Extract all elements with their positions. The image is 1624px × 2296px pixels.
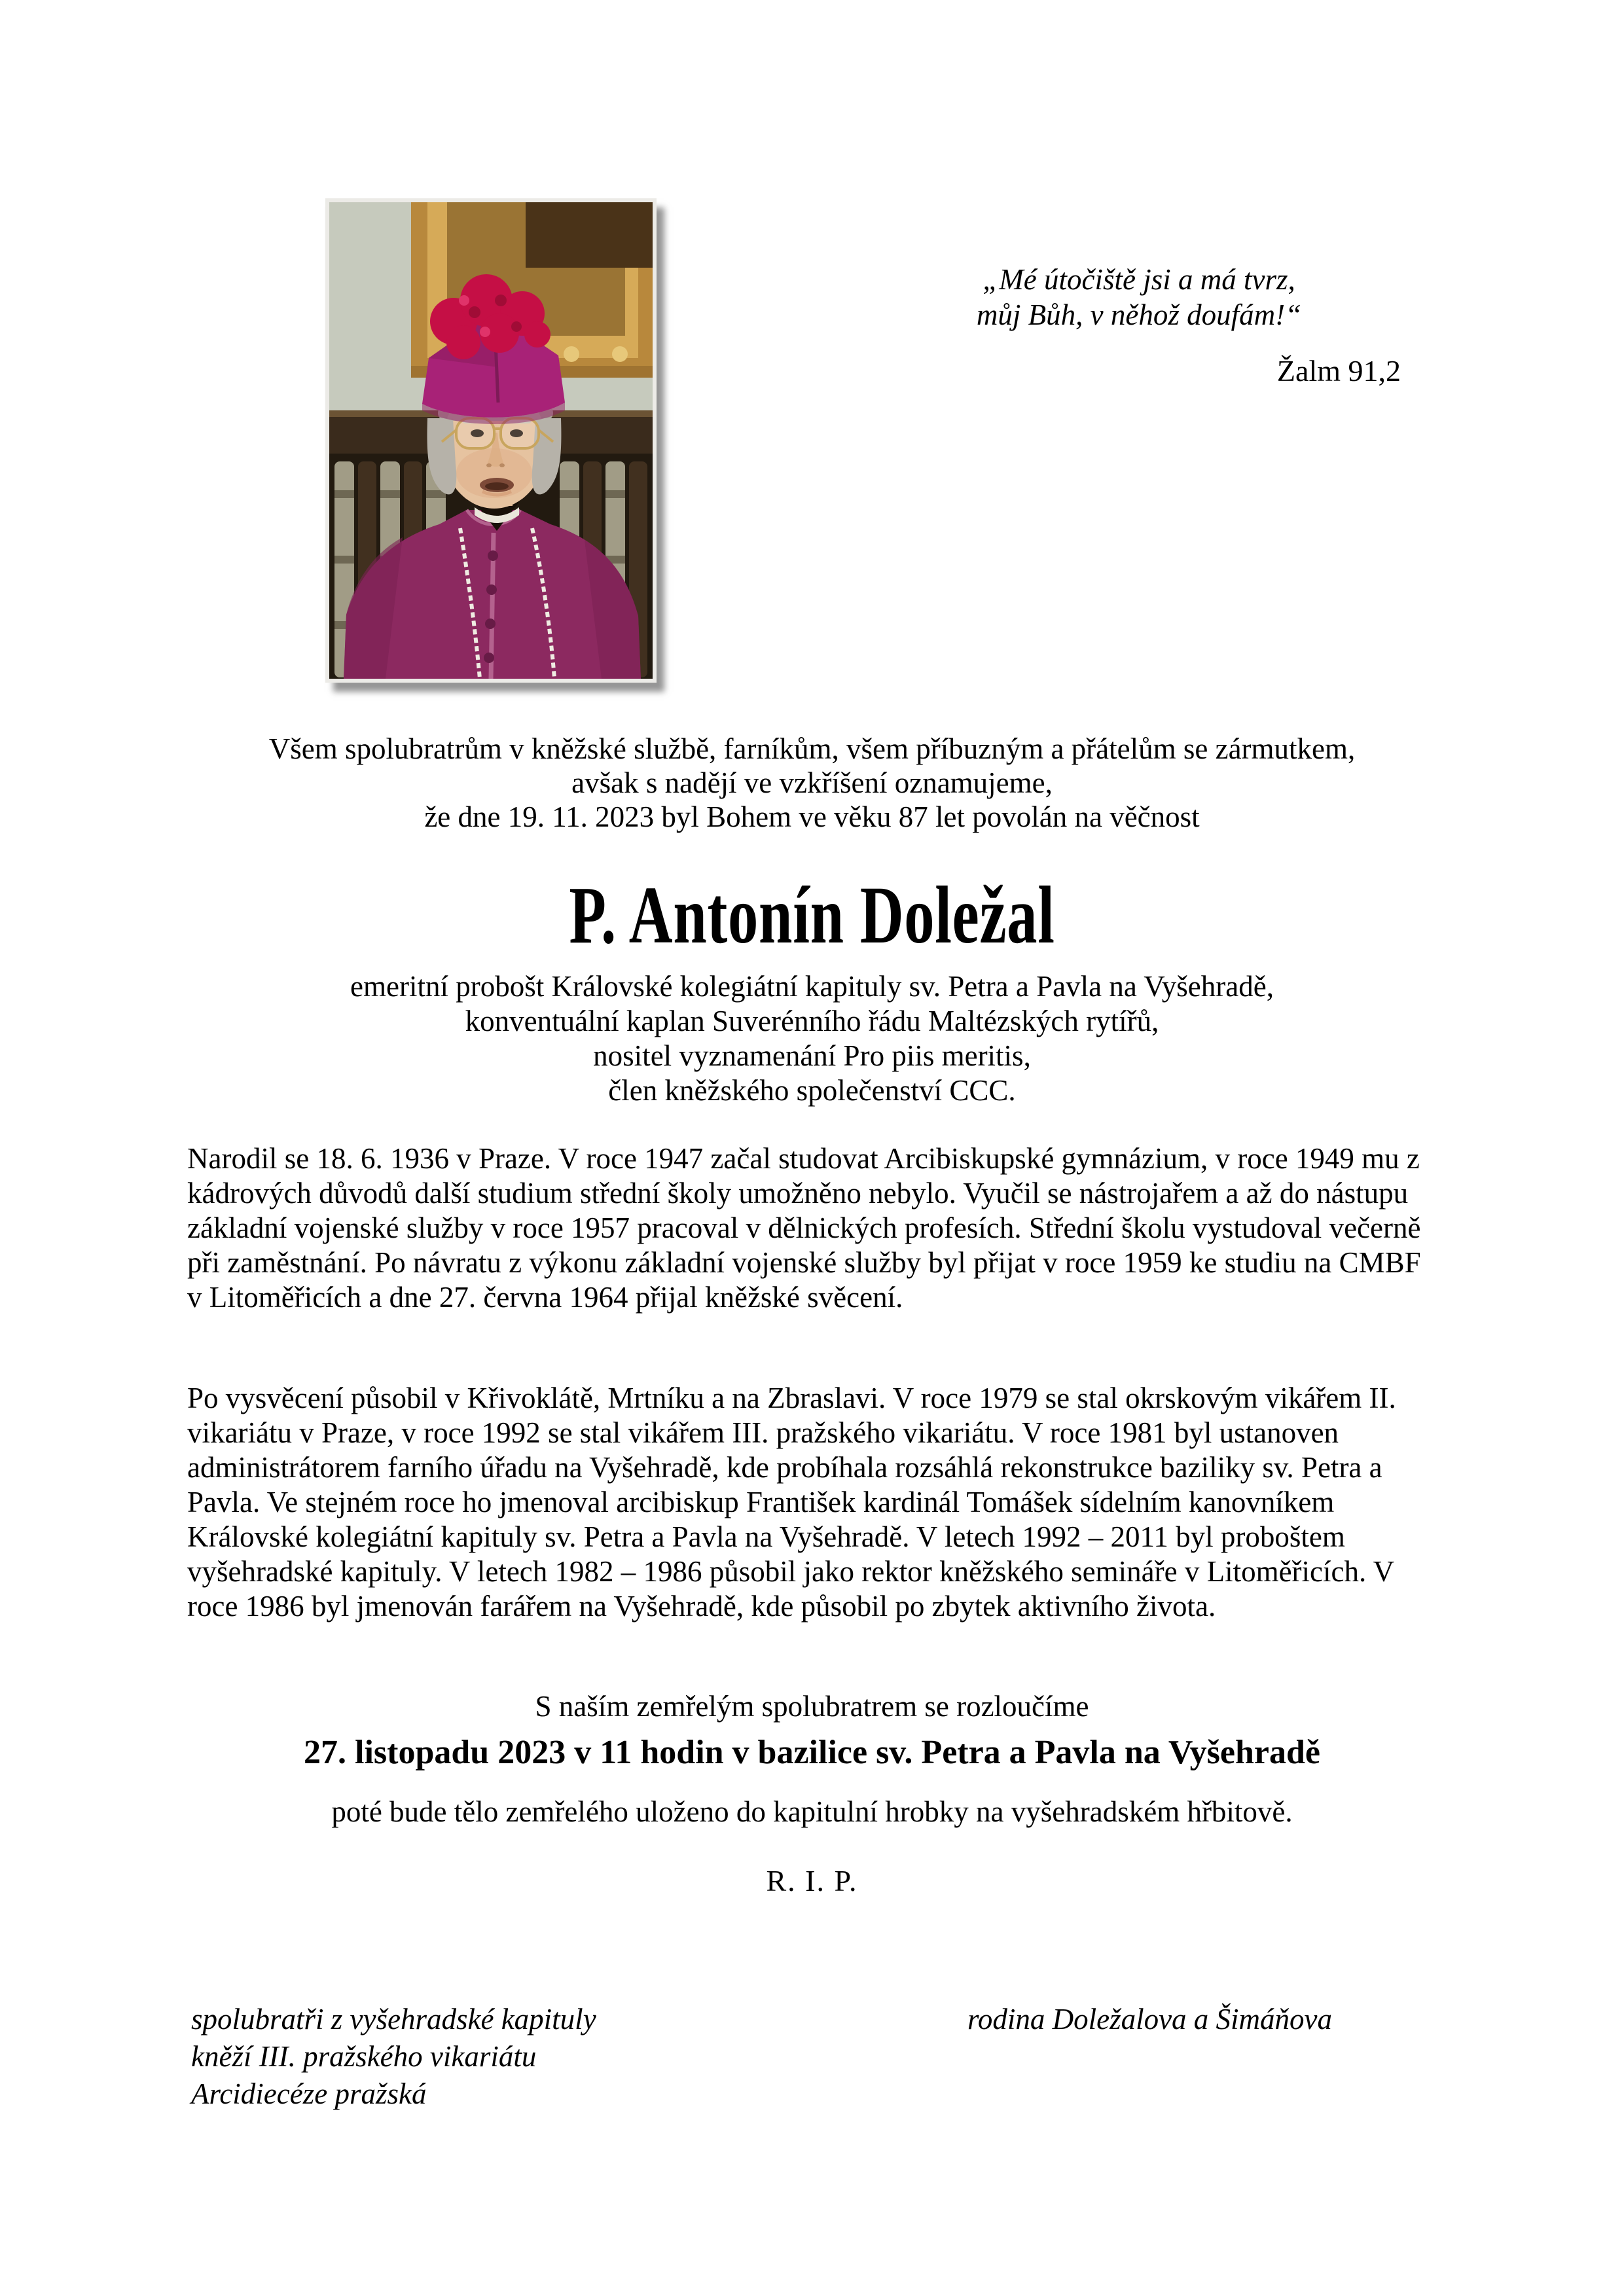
announcement-block xyxy=(0,732,1624,834)
deceased-name-heading xyxy=(0,870,1624,961)
biography-paragraph-2: Po vysvěcení působil v Křivoklátě, Mrtníku a na Zbraslavi. V roce 1979 se stal okrskovým vikářem II. vikariátu v Praze, v roce 1992 se stal vikářem III. pražského vikariátu. V roce 1981 byl ustanoven administrátorem farního úřadu na Vyšehradě, kde probíhala rozsáhlá rekonstrukce baziliky sv. Petra a Pavla. Ve stejném roce ho jmenoval arcibiskup František kardinál Tomášek sídelním kanovníkem Královské kolegiátní kapituly sv. Petra a Pavla na Vyšehradě. V letech 1992 – 2011 byl proboštem vyšehradské kapituly. V letech 1982 – 1986 působil jako rektor kněžského semináře v Litoměřicích. V roce 1986 byl jmenován farářem na Vyšehradě, kde působil po zbytek aktivního života. xyxy=(187,1382,1396,1623)
deceased-titles-block xyxy=(0,969,1624,1108)
deceased-portrait-photo xyxy=(325,198,657,683)
portrait-illustration xyxy=(329,202,653,679)
announcement-line: avšak s nadějí ve vzkříšení oznamujeme, xyxy=(571,766,1053,799)
biography-paragraph-1: Narodil se 18. 6. 1936 v Praze. V roce 1947 začal studovat Arcibiskupské gymnázium, v roce 1949 mu z kádrových důvodů další studium střední školy umožněno nebylo. Vyučil se nástrojařem a až do nástupu základní vojenské služby v roce 1957 pracoval v dělnických profesích. Střední školu vystudoval večerně při zaměstnání. Po návratu z výkonu základní vojenské služby byl přijat v roce 1959 ke studiu na CMBF v Litoměřicích a dne 27. června 1964 přijal kněžské svěcení. xyxy=(187,1142,1421,1314)
psalm-quote-line: můj Bůh, v něhož doufám!“ xyxy=(976,298,1302,331)
deceased-name: P. Antonín Doležal xyxy=(569,870,1055,961)
title-line: konventuální kaplan Suverénního řádu Maltézských rytířů, xyxy=(465,1005,1159,1037)
psalm-reference: Žalm 91,2 xyxy=(1276,354,1401,387)
farewell-intro-line: S naším zemřelým spolubratrem se rozloučíme xyxy=(535,1690,1089,1723)
psalm-quote xyxy=(933,262,1345,332)
signature-right-family: rodina Doležalova a Šimáňova xyxy=(967,2003,1333,2036)
announcement-line: Všem spolubratrům v kněžské službě, farníkům, všem příbuzným a přátelům se zármutkem, xyxy=(268,732,1356,765)
psalm-quote-line: „Mé útočiště jsi a má tvrz, xyxy=(983,263,1295,296)
title-line: člen kněžského společenství CCC. xyxy=(608,1074,1016,1107)
signature-left-block xyxy=(191,2001,846,2113)
signature-line: Arcidiecéze pražská xyxy=(191,2077,427,2110)
signature-line: spolubratři z vyšehradské kapituly xyxy=(191,2003,596,2036)
rip-line: R. I. P. xyxy=(766,1864,858,1897)
announcement-line: že dne 19. 11. 2023 byl Bohem ve věku 87 let povolán na věčnost xyxy=(424,800,1200,833)
burial-line: poté bude tělo zemřelého uloženo do kapitulní hrobky na vyšehradském hřbitově. xyxy=(331,1795,1293,1828)
funeral-datetime-place: 27. listopadu 2023 v 11 hodin v bazilice sv. Petra a Pavla na Vyšehradě xyxy=(304,1734,1320,1771)
title-line: emeritní probošt Královské kolegiátní kapituly sv. Petra a Pavla na Vyšehradě, xyxy=(350,970,1274,1003)
title-line: nositel vyznamenání Pro piis meritis, xyxy=(593,1039,1031,1072)
signature-line: kněží III. pražského vikariátu xyxy=(191,2040,537,2073)
